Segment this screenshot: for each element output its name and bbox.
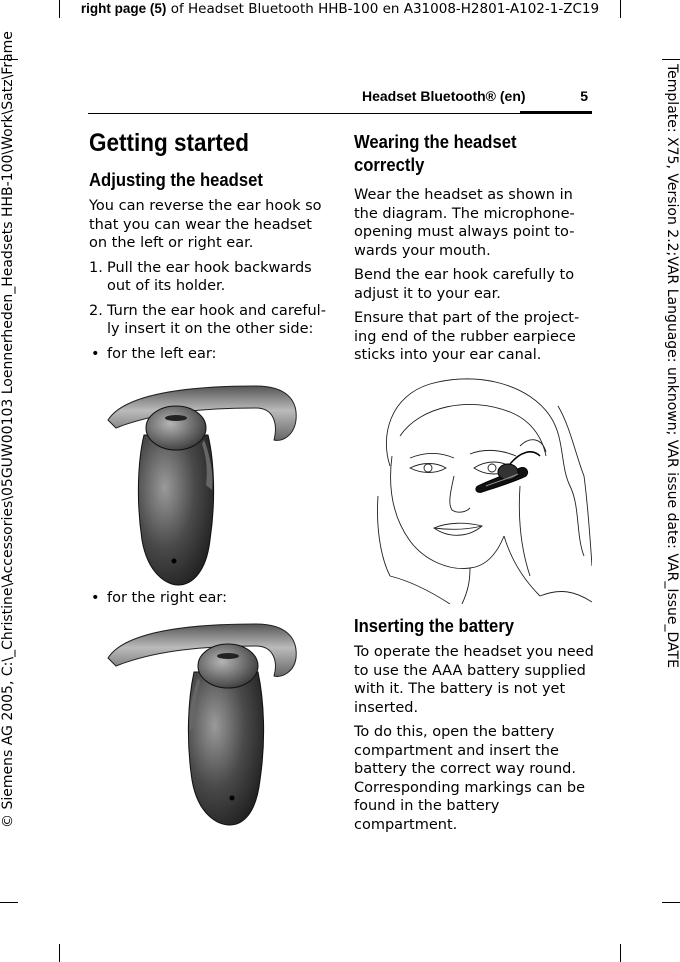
page-indicator: right page (5) [80, 1, 167, 16]
step-text: Turn the ear hook and careful-ly insert it on the other side: [107, 302, 326, 337]
bullet-right-ear [89, 589, 327, 608]
step-number: 2. [89, 302, 103, 319]
header-rule [88, 113, 592, 114]
wear-paragraph-3: Ensure that part of the project-ing end of the rubber earpiece sticks into your ear canal. [354, 310, 580, 363]
right-column [354, 130, 594, 371]
headset-right-ear-illustration [106, 620, 301, 830]
step-1 [89, 259, 327, 296]
crop-mark [620, 944, 621, 962]
crop-mark [59, 0, 60, 18]
bullet-symbol: • [91, 590, 100, 606]
template-text: Template: X75, Version 2.2;VAR Language: unknown; VAR issue date: VAR_Issue_DATE [664, 64, 680, 668]
section-heading-adjust: Adjusting the headset [89, 169, 263, 190]
step-number: 1. [89, 259, 103, 276]
crop-mark [59, 944, 60, 962]
chapter-title: Getting started [89, 129, 250, 157]
left-column-lower [89, 589, 327, 614]
woman-wearing-headset-illustration [370, 376, 592, 604]
document-id: of Headset Bluetooth HHB-100 en A31008-H2801-A102-1-ZC19 [166, 1, 600, 17]
right-column-lower [354, 614, 594, 840]
step-2 [89, 302, 327, 339]
bullet-text: for the right ear: [107, 590, 228, 606]
crop-mark [620, 0, 621, 18]
bullet-symbol: • [91, 345, 100, 362]
running-header-title: Headset Bluetooth® (en) [362, 88, 526, 104]
left-margin-copyright [0, 0, 16, 962]
wear-paragraph-2: Bend the ear hook carefully to adjust it to your ear. [354, 267, 575, 302]
wear-paragraph-1: Wear the headset as shown in the diagram. The microphone-opening must always point to-wards your mouth. [354, 187, 575, 259]
header-rule-accent [520, 111, 592, 114]
headset-left-ear-illustration [106, 380, 301, 590]
bullet-left-ear [89, 345, 327, 364]
copyright-text: © Siemens AG 2005, C:\_Christine\Accessories\05GUW00103 Loennerheden_Headsets HHB-100\Work\Satz\Frame [0, 31, 16, 828]
bullet-text: for the left ear: [107, 345, 217, 362]
worn-headset [476, 452, 540, 493]
section-heading-wear: Wearing the headset correctly [354, 131, 517, 175]
page-number: 5 [580, 88, 588, 104]
left-column [89, 128, 327, 369]
step-text: Pull the ear hook backwards out of its holder. [107, 259, 312, 294]
document-source-line [60, 0, 620, 18]
adjust-intro: You can reverse the ear hook so that you can wear the headset on the left or right ear. [89, 198, 322, 251]
battery-paragraph-1: To operate the headset you need to use the AAA battery supplied with it. The battery is not yet inserted. [354, 644, 594, 716]
section-heading-battery: Inserting the battery [354, 615, 515, 636]
right-margin-template [664, 0, 680, 962]
battery-paragraph-2: To do this, open the battery compartment and insert the battery the correct way round. Corresponding markings can be found in the battery compartment. [354, 724, 586, 833]
